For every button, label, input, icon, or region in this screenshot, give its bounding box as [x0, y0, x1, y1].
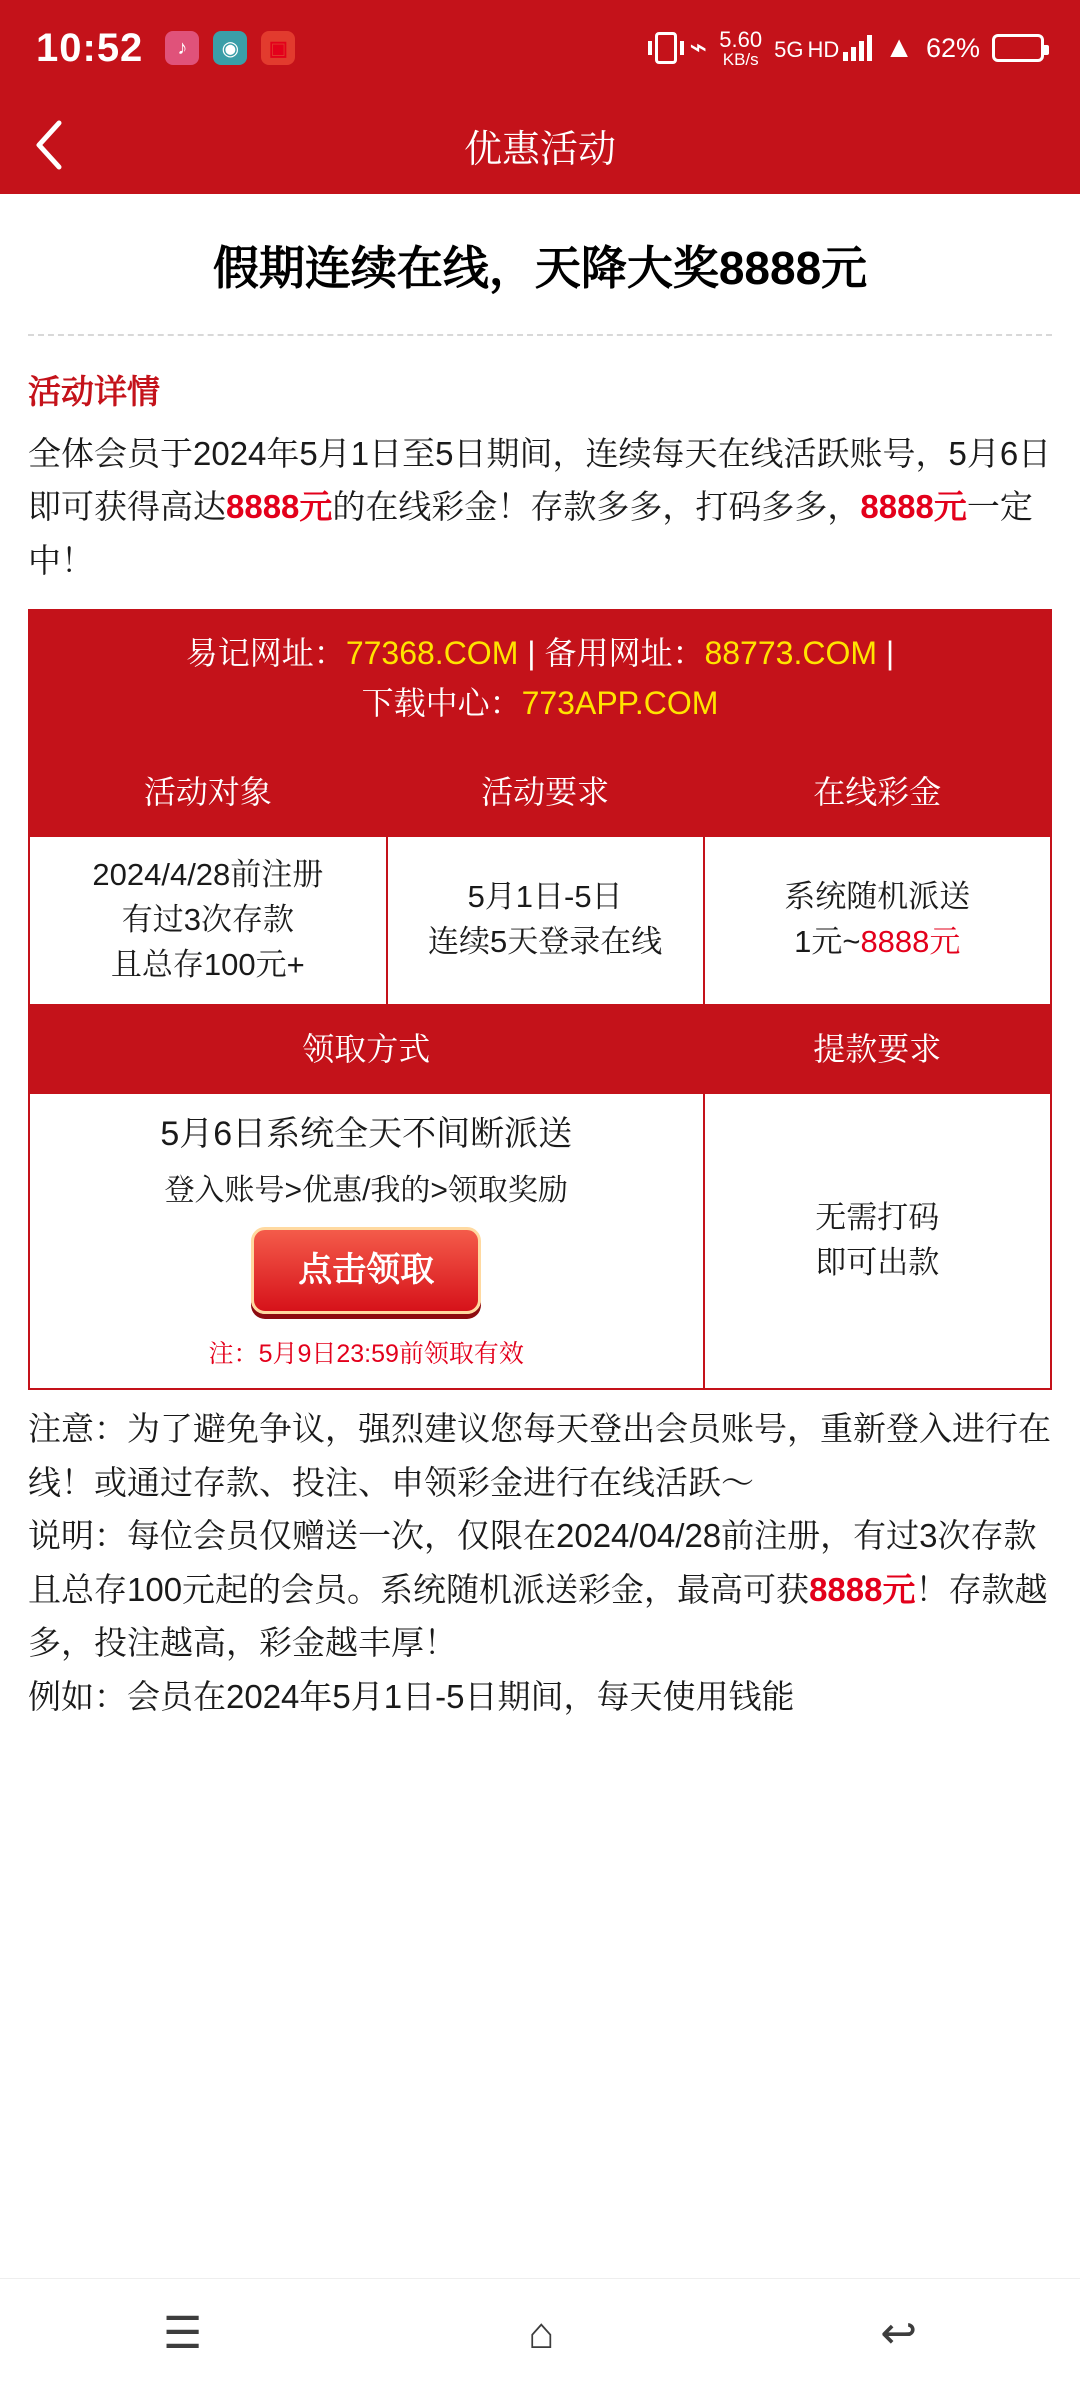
status-left-icons — [165, 31, 295, 65]
intro-paragraph — [28, 427, 1052, 587]
note-desc-amount: 8888元 — [809, 1570, 916, 1608]
net-speed-value: 5.60 — [719, 26, 763, 52]
music-app-icon: ♪ — [165, 31, 199, 65]
vibrate-icon — [655, 32, 677, 64]
section-title-details: 活动详情 — [28, 373, 160, 410]
system-nav-bar — [0, 2278, 1080, 2388]
intro-part2: 的在线彩金！存款多多，打码多多， — [332, 488, 861, 526]
header-requirement: 活动要求 — [387, 748, 704, 836]
network-label: 5G — [774, 37, 804, 62]
claim-button[interactable]: 点击领取 — [251, 1227, 481, 1314]
page-title: 优惠活动 — [463, 128, 616, 171]
banner-label-download: 下载中心： — [361, 684, 522, 721]
signal-bars-icon — [843, 35, 872, 61]
cell-withdraw — [704, 1093, 1052, 1389]
note-example: 例如：会员在2024年5月1日-5日期间，每天使用钱能 — [28, 1677, 795, 1715]
network-type-indicator — [774, 35, 872, 61]
site-banner-cell — [29, 610, 1051, 747]
claim-note-label: 注： — [208, 1340, 259, 1369]
banner-label-main: 易记网址： — [185, 635, 346, 672]
banner-url-download[interactable]: 773APP.COM — [521, 684, 719, 721]
header-target: 活动对象 — [29, 748, 387, 836]
banner-url-main[interactable]: 77368.COM — [345, 635, 519, 672]
promo-table — [28, 609, 1052, 1390]
note-attention: 注意：为了避免争议，强烈建议您每天登出会员账号，重新登入进行在线！或通过存款、投注、申领彩金进行在线活跃～ — [28, 1410, 1051, 1501]
note-desc-part1: 说明：每位会员仅赠送一次，仅限在2024/04/28前注册，有过3次存款且总存100元起的会员。系统随机派送彩金，最高可获 — [28, 1517, 1037, 1608]
battery-percent: 62% — [925, 32, 980, 63]
table-header-row-1 — [29, 748, 1051, 836]
claim-button-wrap — [38, 1213, 695, 1320]
cell-bonus — [704, 836, 1052, 1005]
intro-amount1: 8888元 — [226, 488, 333, 526]
table-row-banner — [29, 610, 1051, 747]
notes-block — [28, 1402, 1052, 1723]
intro-amount2: 8888元 — [860, 488, 967, 526]
home-icon[interactable]: ⌂ — [527, 2308, 555, 2358]
intro-part3: 一定中！ — [28, 488, 1033, 579]
table-row — [29, 1093, 1051, 1389]
battery-icon — [992, 34, 1044, 62]
bluetooth-icon: ⌁ — [689, 31, 708, 64]
wifi-icon: ▲ — [884, 31, 914, 64]
bonus-prefix: 系统随机派送 — [784, 879, 971, 915]
claim-note-text: 5月9日23:59前领取有效 — [258, 1340, 524, 1369]
status-bar — [0, 0, 1080, 96]
header-withdraw: 提款要求 — [704, 1005, 1052, 1093]
withdraw-line-1: 无需打码 — [815, 1200, 940, 1236]
promo-headline: 假期连续在线，天降大奖8888元 — [212, 242, 868, 294]
cell-target: 2024/4/28前注册 有过3次存款 且总存100元+ — [29, 836, 387, 1005]
claim-note — [38, 1336, 695, 1372]
table-header-row-2 — [29, 1005, 1051, 1093]
intro-part1: 全体会员于2024年5月1日至5日期间，连续每天在线活跃账号，5月6日即可获得高达 — [28, 435, 1052, 526]
banner-sep2: | — [876, 635, 895, 672]
bonus-range-red: 8888元 — [860, 924, 961, 960]
claim-line-2: 登入账号>优惠/我的>领取奖励 — [164, 1174, 568, 1208]
video-app-icon: ▣ — [261, 31, 295, 65]
banner-url-backup[interactable]: 88773.COM — [704, 635, 877, 672]
withdraw-line-2: 即可出款 — [815, 1245, 940, 1281]
header-bonus: 在线彩金 — [704, 748, 1052, 836]
header-claim-method: 领取方式 — [29, 1005, 704, 1093]
cell-requirement: 5月1日-5日 连续5天登录在线 — [387, 836, 704, 1005]
net-speed-unit: KB/s — [722, 49, 759, 69]
hd-label: HD — [807, 37, 840, 62]
camera-app-icon: ◉ — [213, 31, 247, 65]
note-description — [28, 1509, 1052, 1669]
table-row — [29, 836, 1051, 1005]
status-time: 10:52 — [36, 25, 144, 70]
banner-label-backup: 备用网址： — [544, 635, 705, 672]
title-bar — [0, 96, 1080, 194]
back-icon[interactable]: ↩ — [880, 2308, 918, 2358]
note-desc-part2: ！存款越多，投注越高，彩金越丰厚！ — [28, 1570, 1048, 1662]
headline-divider — [28, 334, 1052, 336]
claim-line-1: 5月6日系统全天不间断派送 — [160, 1115, 573, 1154]
promo-content — [0, 194, 1080, 2278]
bonus-range-plain: 1元~ — [794, 924, 861, 960]
banner-sep1: | — [518, 635, 545, 672]
net-speed-indicator — [719, 28, 762, 69]
cell-claim-method — [29, 1093, 704, 1389]
status-right-icons — [655, 28, 1044, 69]
recents-icon[interactable]: ☰ — [162, 2308, 203, 2358]
